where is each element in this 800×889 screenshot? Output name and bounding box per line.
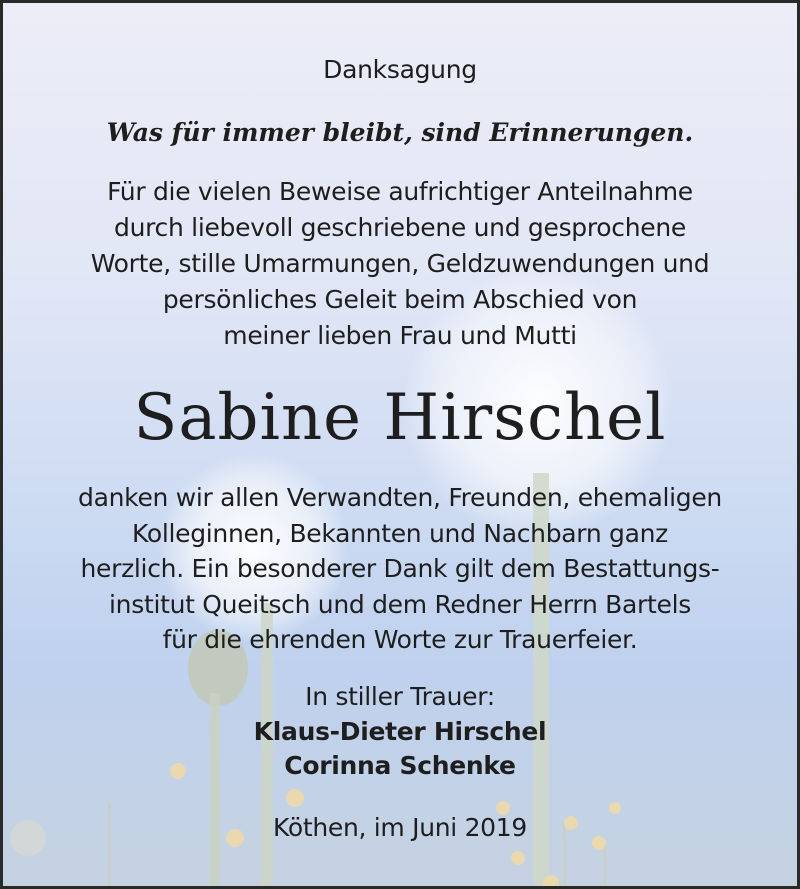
heading-danksagung: Danksagung <box>323 55 477 84</box>
motto: Was für immer bleibt, sind Erinnerungen. <box>106 118 694 147</box>
intro-line: meiner lieben Frau und Mutti <box>223 321 577 350</box>
place-date: Köthen, im Juni 2019 <box>272 813 528 842</box>
mourning-label: In stiller Trauer: <box>305 682 495 711</box>
deceased-name: Sabine Hirschel <box>133 381 667 455</box>
mourner-name: Klaus-Dieter Hirschel <box>253 717 547 746</box>
thanks-line: Kolleginnen, Bekannten und Nachbarn ganz <box>132 519 668 548</box>
intro-line: Worte, stille Umarmungen, Geldzuwendungen und <box>90 249 710 278</box>
intro-line: Für die vielen Beweise aufrichtiger Anteilnahme <box>107 177 693 206</box>
thanks-line: herzlich. Ein besonderer Dank gilt dem Bestattungs- <box>80 554 720 583</box>
mourner-name: Corinna Schenke <box>284 751 516 780</box>
intro-line: persönliches Geleit beim Abschied von <box>162 285 638 314</box>
thanks-line: danken wir allen Verwandten, Freunden, ehemaligen <box>78 483 722 512</box>
thanks-line: für die ehrenden Worte zur Trauerfeier. <box>162 625 638 654</box>
thanks-line: institut Queitsch und dem Redner Herrn Bartels <box>109 590 691 619</box>
intro-line: durch liebevoll geschriebene und gesprochene <box>114 213 686 242</box>
